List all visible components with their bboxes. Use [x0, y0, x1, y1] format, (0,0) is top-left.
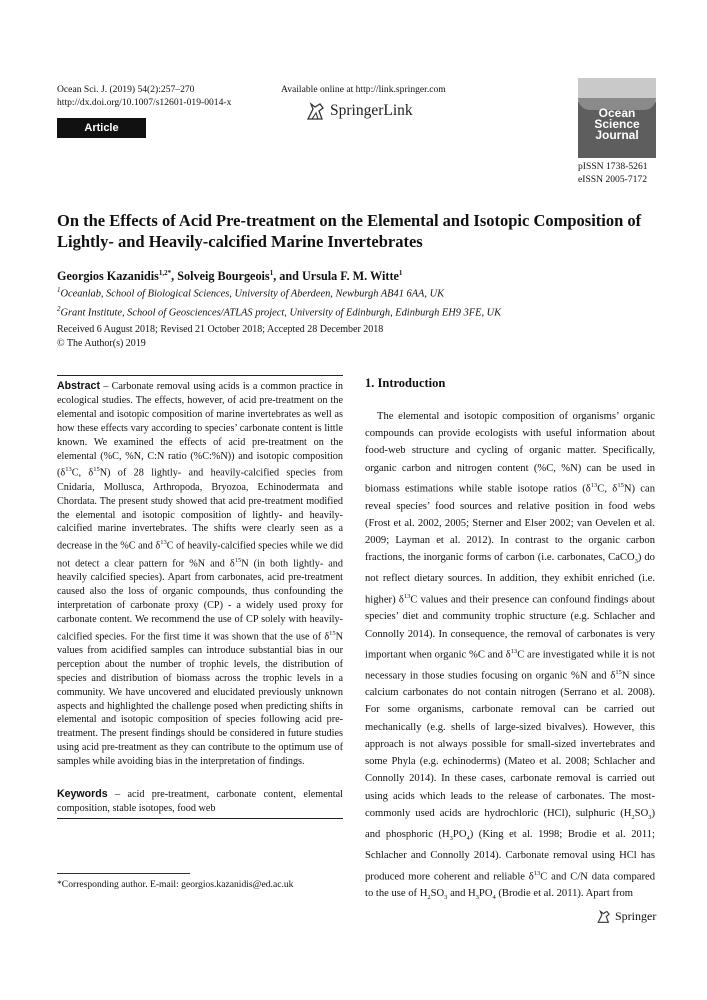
- isotope-superscript: 13: [160, 539, 167, 547]
- author-name: Georgios Kazanidis: [57, 269, 159, 284]
- intro-text: SO: [430, 888, 445, 900]
- intro-text: C values and their presence can confound findings about species’ diet and community trophic structure (e.g. Schlacher and Connolly 2014). In consequence, the removal of carbonates is very important when organic %C and δ: [365, 594, 655, 661]
- keywords-label: Keywords: [57, 788, 108, 800]
- abstract: [57, 380, 343, 769]
- author-list: [57, 266, 657, 284]
- chemical-subscript: 4: [466, 835, 470, 843]
- isotope-superscript: 13: [403, 592, 411, 600]
- keywords-dash: –: [107, 789, 128, 800]
- abstract-top-rule: [57, 375, 343, 376]
- intro-text: ) do not reflect dietary sources. In addition, they exhibit enriched (i.e. higher) δ: [365, 552, 655, 606]
- intro-text: C, δ: [597, 483, 618, 495]
- springerlink-logo[interactable]: [305, 101, 413, 121]
- received-dates: Received 6 August 2018; Revised 21 October 2018; Accepted 28 December 2018: [57, 324, 384, 335]
- isotope-superscript: 15: [615, 668, 622, 676]
- isotope-superscript: 15: [617, 481, 624, 489]
- isotope-superscript: 13: [590, 481, 598, 489]
- isotope-superscript: 13: [533, 869, 541, 877]
- springer-footer-text: Springer: [615, 909, 657, 923]
- journal-reference: [57, 84, 231, 109]
- abstract-text: Carbonate removal using acids is a common practice in ecological studies. The effects, however, of acid pre-treatment on the elemental and isotopic composition of marine invertebrates as well as how these effects vary according to species’ carbonate content is little known. We examined the effects of acid pre-treatment on the elemental (%C, %N, C:N ratio (%C:%N)) and isotopic composition (δ: [57, 381, 343, 479]
- isotope-superscript: 15: [329, 629, 336, 637]
- chemical-subscript: 3: [648, 813, 652, 821]
- isotope-superscript: 15: [234, 556, 242, 564]
- intro-text: SO: [634, 807, 649, 819]
- affiliation-text: Grant Institute, School of Geosciences/ATLAS project, University of Edinburgh, Edinburgh EH9 3FE, UK: [60, 307, 502, 319]
- intro-text: (Brodie et al. 2011). Apart from: [495, 888, 634, 900]
- author-separator: , and: [273, 269, 302, 284]
- chemical-subscript: 3: [444, 894, 448, 902]
- corresponding-author-footnote: *Corresponding author. E-mail: georgios.kazanidis@ed.ac.uk: [57, 879, 294, 890]
- introduction-body: [365, 408, 655, 907]
- intro-text: ) (King et al. 1998; Brodie et al. 2011; Schlacher and Connolly 2014). Carbonate removal using HCl has produced more coherent and reliable δ: [365, 829, 655, 883]
- intro-text: PO: [452, 829, 467, 841]
- affiliation-2: [57, 302, 657, 321]
- springer-horse-icon: [305, 101, 327, 121]
- chemical-subscript: 3: [634, 558, 638, 566]
- keywords: [57, 788, 343, 815]
- doi-link[interactable]: http://dx.doi.org/10.1007/s12601-019-0014-x: [57, 96, 232, 108]
- abstract-text: N values from acidified samples can introduce substantial bias in our perception about the number of trophic levels, the distribution of species and distribution of biomass across the trophic levels in a community. We have uncovered and elucidated previously unknown aspects and highlighted the challenge posed when predicting shifts in elemental and isotopic composition of species following acid pre-treatment. The present findings should be considered in future studies using acid pre-treatment as they can contribute to the optimum use of samples while avoiding bias in the interpretation of findings.: [57, 630, 343, 768]
- chemical-subscript: 3: [475, 894, 479, 902]
- paper-title: On the Effects of Acid Pre-treatment on the Elemental and Isotopic Composition of Lightly- and Heavily-calcified Marine Invertebrates: [57, 211, 642, 251]
- springer-footer-logo: [596, 908, 656, 924]
- isotope-superscript: 13: [65, 466, 72, 474]
- affiliation-number: 2: [57, 304, 61, 313]
- journal-citation: Ocean Sci. J. (2019) 54(2):257–270: [57, 84, 195, 95]
- keywords-text: acid pre-treatment, carbonate content, elemental composition, stable isotopes, food web: [57, 789, 343, 814]
- issn-block: [578, 161, 656, 186]
- abstract-text: C of heavily-calcified species while we did not detect a clear pattern for %N and δ: [57, 540, 343, 570]
- author-affiliation-mark: 1: [398, 269, 403, 277]
- keywords-bottom-rule: [57, 818, 343, 819]
- available-online-text[interactable]: Available online at http://link.springer.com: [281, 84, 446, 95]
- intro-text: ) and phosphoric (H: [365, 807, 655, 841]
- intro-text: N since calcium carbonates do not contain nitrogen (Serrano et al. 2008). For some organisms, carbonate removal can be carried out mechanically (e.g. shells of large-sized bivalves). However, this approach is not always possible for small-sized invertebrates and some Phyla (e.g. echinoderms) (Mateo et al. 2008; Schlacher and Connolly 2014). In these cases, carbonate removal is carried out using acids which leads to the release of carbonates. The most-commonly used acids are hydrochloric (HCl), sulphuric (H: [365, 670, 655, 819]
- intro-text: PO: [478, 888, 493, 900]
- journal-cover-image: [578, 78, 656, 158]
- affiliation-1: [57, 283, 657, 302]
- author-name: Ursula F. M. Witte: [301, 269, 399, 284]
- isotope-superscript: 15: [93, 466, 100, 474]
- author-separator: ,: [171, 269, 178, 284]
- footnote-rule: [57, 873, 190, 874]
- section-heading-introduction: 1. Introduction: [365, 376, 446, 390]
- chemical-subscript: 2: [427, 894, 431, 902]
- chemical-subscript: 2: [631, 813, 635, 821]
- cover-title-line-3: Journal: [595, 128, 639, 142]
- affiliation-number: 1: [57, 286, 61, 294]
- article-type-badge: Article: [57, 118, 146, 138]
- publication-dates: [57, 323, 657, 351]
- abstract-text: C, δ: [71, 467, 94, 479]
- chemical-subscript: 4: [492, 894, 496, 902]
- springer-horse-icon: [596, 909, 612, 924]
- author-name: Solveig Bourgeois: [177, 269, 270, 284]
- author-affiliation-mark: 1,2*: [158, 269, 172, 277]
- isotope-superscript: 13: [510, 647, 518, 655]
- copyright: © The Author(s) 2019: [57, 338, 146, 349]
- intro-text: and H: [447, 888, 476, 900]
- author-affiliation-mark: 1: [269, 269, 274, 277]
- affiliation-text: Oceanlab, School of Biological Sciences, University of Aberdeen, Newburgh AB41 6AA, UK: [60, 288, 445, 300]
- pissn: pISSN 1738-5261: [578, 161, 648, 172]
- intro-text: C and C/N data compared to the use of H: [365, 871, 655, 900]
- intro-text: N) can reveal species’ food sources and relative position in food webs (Frost et al. 2002, 2005; Sterner and Elser 2002; van Oevelen et al. 2009; Layman et al. 2012). In contrast to the organic carbon fractions, the inorganic forms of carbon (i.e. carbonates, CaCO: [365, 483, 656, 564]
- intro-text: The elemental and isotopic composition of organisms’ organic compounds can provide ecologists with useful information about food-web structure and cycling of organic matter. Specifically, organic carbon and nitrogen content (%C, %N) can be used in biomass estimations while stable isotope ratios (δ: [365, 411, 655, 495]
- eissn: eISSN 2005-7172: [578, 173, 648, 185]
- intro-text: C are investigated while it is not necessary in those studies focusing on organic %N and δ: [365, 649, 655, 682]
- chemical-subscript: 3: [449, 835, 453, 843]
- cover-title-line-1: Ocean: [598, 106, 636, 120]
- springerlink-text: SpringerLink: [330, 102, 413, 119]
- affiliations: [57, 283, 657, 321]
- abstract-dash: –: [99, 381, 112, 392]
- abstract-text: N (in both lightly- and heavily calcified species). Apart from carbonates, acid pre-treatment caused also the loss of organic compounds, thus confounding the interpretation of carbonate proxy (CP) - a widely used proxy for carbonate content. We recommend the use of CP solely with heavily-calcified species. For the first time it was shown that the use of δ: [57, 558, 343, 642]
- abstract-text: N) of 28 lightly- and heavily-calcified species from Cnidaria, Mollusca, Arthropoda, Bryozoa, Echinodermata and Chordata. The present study showed that acid pre-treatment modified the elemental and isotopic composition of lightly- and heavily-calcified marine invertebrates. The shifts were clearly seen as a decrease in the %C and δ: [57, 467, 343, 552]
- cover-title-line-2: Science: [594, 117, 640, 131]
- abstract-label: Abstract: [57, 380, 100, 392]
